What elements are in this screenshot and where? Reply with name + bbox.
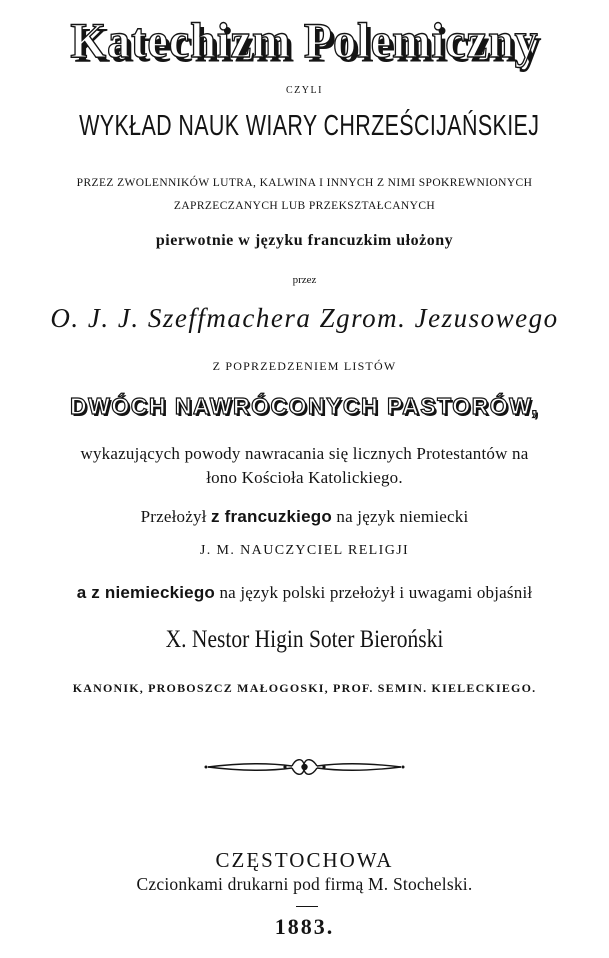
przez-label: przez [292,274,317,286]
translator-titles: KANONIK, PROBOSZCZ MAŁOGOSKI, PROF. SEMIN. KIELECKIEGO. [72,681,537,695]
translation-2-rest: na język polski przełożył i uwagami objaśnił [219,583,533,602]
pastors-heading: DWÓCH NAWRÓCONYCH PASTORÓW, [70,393,539,419]
author-name: O. J. J. Szeffmachera Zgrom. Jezusowego [50,303,559,333]
publication-city: CZĘSTOCHOWA [215,848,394,872]
translation-1-rest: na język niemiecki [336,507,469,526]
book-title: Katechizm Polemiczny [70,12,539,69]
translation-line-2 [0,583,609,603]
translator-name: X. Nestor Higin Soter Bieroński [165,626,444,653]
explanation-line-1: wykazujących powody nawracania się licznych Protestantów na [80,444,529,463]
description-line-2: ZAPRZECZANYCH LUB PRZEKSZTAŁCANYCH [173,200,436,212]
publication-year: 1883. [274,914,335,939]
translation-2-bold: a z niemieckiego [76,583,215,602]
translation-1-bold: z francuzkiego [211,507,332,526]
decorative-rule-ornament [0,752,609,782]
book-subtitle: WYKŁAD NAUK WIARY CHRZEŚCIJAŃSKIEJ [79,110,540,142]
czyli-connector: CZYLI [286,85,323,96]
translation-1-lead: Przełożył [140,507,207,526]
letters-intro: Z POPRZEDZENIEM LISTÓW [212,359,397,373]
description-line-1: PRZEZ ZWOLENNIKÓW LUTRA, KALWINA I INNYCH Z NIMI SPOKREWNIONYCH [76,177,533,189]
year-divider [296,906,318,907]
printer-line: Czcionkami drukarni pod firmą M. Stochelski. [136,874,473,894]
translation-line-1 [0,507,609,527]
origin-note: pierwotnie w języku francuzkim ułożony [155,232,454,249]
explanation-line-2: łono Kościoła Katolickiego. [206,468,403,487]
first-translator: J. M. NAUCZYCIEL RELIGJI [199,543,410,558]
